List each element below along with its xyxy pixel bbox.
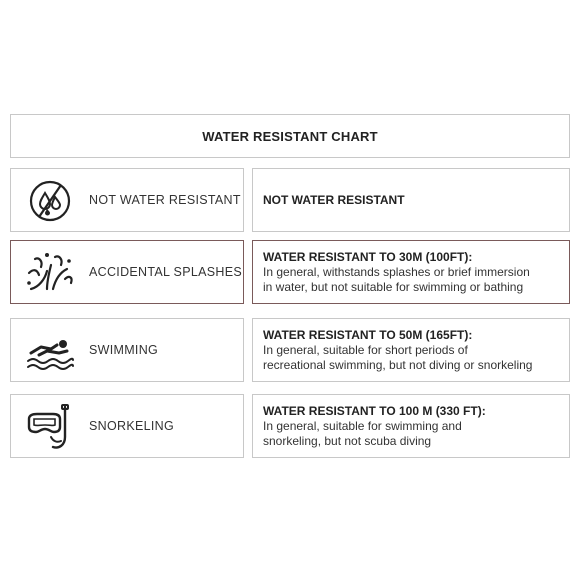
row-description-line-1: In general, withstands splashes or brief immersion — [263, 264, 530, 279]
snorkel-mask-icon — [25, 403, 75, 451]
row-description-line-2: recreational swimming, but not diving or snorkeling — [263, 357, 533, 372]
row-label: SNORKELING — [89, 419, 174, 433]
row-description-line-1: In general, suitable for swimming and — [263, 418, 462, 433]
row-description-cell — [252, 168, 570, 232]
no-water-drops-icon — [25, 177, 75, 225]
row-label-cell — [10, 240, 244, 304]
splash-icon — [25, 249, 75, 297]
row-description-cell — [252, 240, 570, 304]
row-heading: WATER RESISTANT TO 50M (165FT): — [263, 327, 473, 342]
row-label: NOT WATER RESISTANT — [89, 193, 241, 207]
chart-row-accidental-splashes — [10, 240, 570, 304]
row-heading: WATER RESISTANT TO 30M (100FT): — [263, 249, 473, 264]
row-description-line-2: snorkeling, but not scuba diving — [263, 433, 432, 448]
row-label: ACCIDENTAL SPLASHES — [89, 265, 242, 279]
row-description-line-2: in water, but not suitable for swimming or bathing — [263, 279, 524, 294]
chart-title: WATER RESISTANT CHART — [10, 114, 570, 158]
row-label-cell — [10, 168, 244, 232]
chart-row-not-water-resistant — [10, 168, 570, 232]
row-label-cell — [10, 394, 244, 458]
row-description-line-1: In general, suitable for short periods of — [263, 342, 468, 357]
row-heading: NOT WATER RESISTANT — [263, 192, 405, 207]
row-label-cell — [10, 318, 244, 382]
chart-row-snorkeling — [10, 394, 570, 458]
row-description-cell — [252, 318, 570, 382]
swimmer-icon — [25, 327, 75, 375]
chart-row-swimming — [10, 318, 570, 382]
row-heading: WATER RESISTANT TO 100 M (330 FT): — [263, 403, 486, 418]
row-description-cell — [252, 394, 570, 458]
row-label: SWIMMING — [89, 343, 159, 357]
